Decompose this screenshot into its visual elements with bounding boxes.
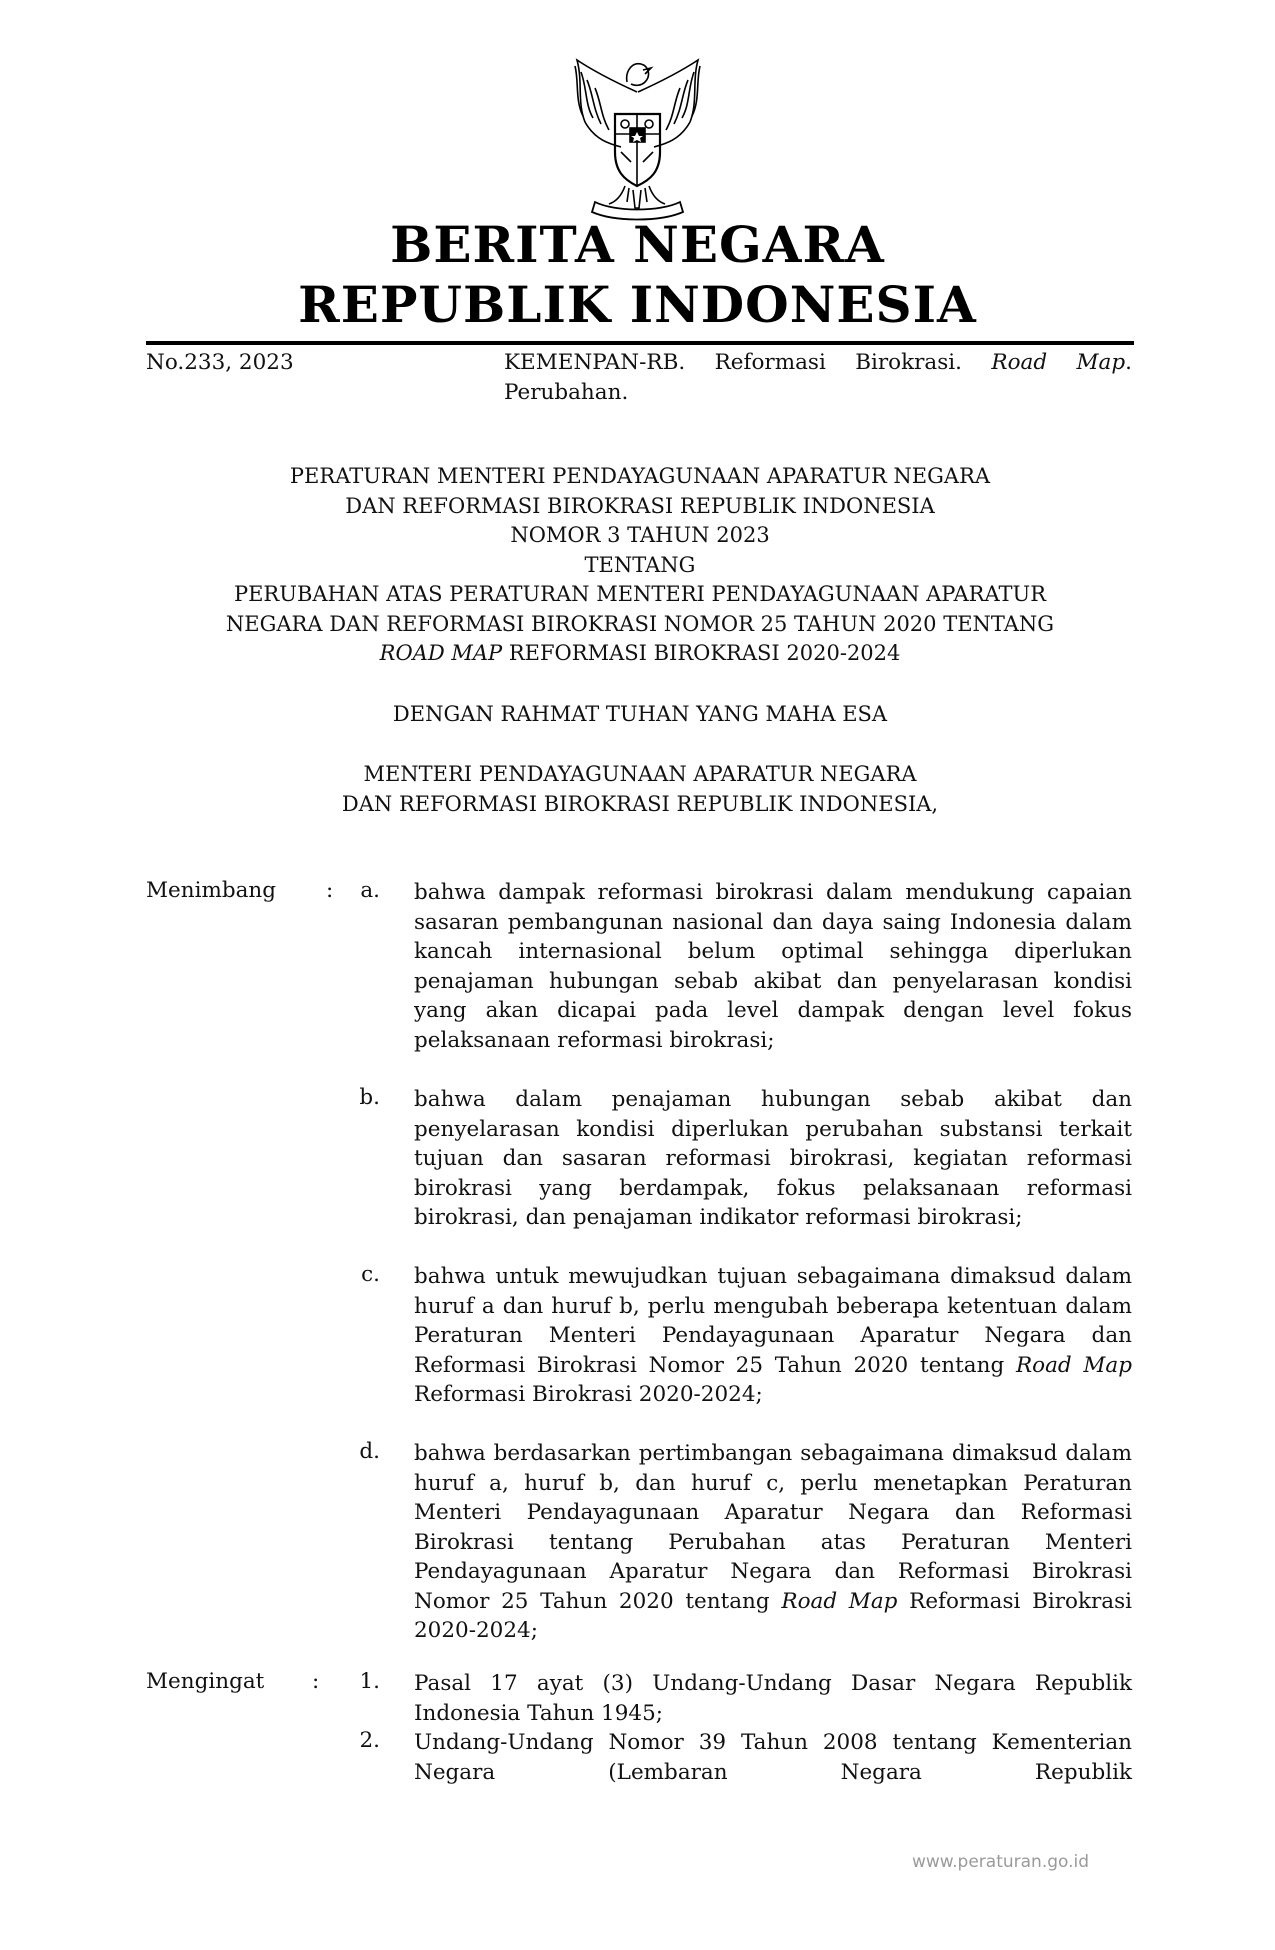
- item-mark: a.: [360, 878, 380, 903]
- mengingat-item-1: Pasal 17 ayat (3) Undang-Undang Dasar Negara Republik Indonesia Tahun 1945;: [414, 1671, 1132, 1726]
- item-mark: b.: [359, 1085, 380, 1110]
- item-text: bahwa untuk mewujudkan tujuan sebagaimana dimaksud dalam huruf a dan huruf b, perlu mengubah beberapa ketentuan dalam Peraturan Menteri Pendayagunaan Aparatur Negara dan Reformasi Birokrasi Nomor 25 Tahun 2020 tentang: [414, 1264, 1132, 1378]
- menimbang-item-c: [414, 1262, 1132, 1410]
- item-mark: 1.: [359, 1669, 380, 1694]
- regulation-title: [146, 462, 1134, 669]
- item-mark: c.: [361, 1262, 380, 1287]
- title-line: PERUBAHAN ATAS PERATURAN MENTERI PENDAYAGUNAAN APARATUR: [233, 582, 1047, 606]
- subject-prefix: KEMENPAN-RB. Reformasi Birokrasi.: [504, 350, 962, 375]
- title-italic: ROAD MAP: [379, 641, 503, 665]
- title-line: NOMOR 3 TAHUN 2023: [510, 523, 770, 547]
- menimbang-item-a: bahwa dampak reformasi birokrasi dalam mendukung capaian sasaran pembangunan nasional dan daya saing Indonesia dalam kancah internasional belum optimal sehingga diperlukan penajaman hubungan sebab akibat dan penyelarasan kondisi yang akan dicapai pada level dampak dengan level fokus pelaksanaan reformasi birokrasi;: [414, 880, 1132, 1053]
- mengingat-label: Mengingat: [146, 1669, 265, 1694]
- title-line: PERATURAN MENTERI PENDAYAGUNAAN APARATUR NEGARA: [289, 464, 991, 488]
- footer-url: www.peraturan.go.id: [912, 1852, 1090, 1872]
- item-text: Reformasi Birokrasi 2020-2024;: [414, 1588, 1133, 1643]
- minister-heading: [146, 760, 1134, 819]
- invocation: DENGAN RAHMAT TUHAN YANG MAHA ESA: [392, 702, 888, 726]
- mengingat-colon: :: [312, 1669, 320, 1694]
- subject-italic: Road Map: [991, 350, 1126, 375]
- menimbang-item-d: [414, 1439, 1132, 1646]
- document-subject: [504, 348, 1132, 408]
- item-mark: 2.: [359, 1728, 380, 1753]
- minister-line: MENTERI PENDAYAGUNAAN APARATUR NEGARA: [363, 762, 917, 786]
- item-mark: d.: [359, 1439, 380, 1464]
- mengingat-item-2: Undang-Undang Nomor 39 Tahun 2008 tentang Kementerian Negara (Lembaran Negara Republik: [414, 1730, 1132, 1785]
- subject-suffix: . Perubahan.: [504, 350, 1132, 405]
- header-divider: [146, 341, 1134, 345]
- masthead-title-line1: BERITA NEGARA: [390, 215, 885, 274]
- item-text: bahwa berdasarkan pertimbangan sebagaimana dimaksud dalam huruf a, huruf b, dan huruf c, perlu menetapkan Peraturan Menteri Pendayagunaan Aparatur Negara dan Reformasi Birokrasi tentang Perubahan atas Peraturan Menteri Pendayagunaan Aparatur Negara dan Reformasi Birokrasi Nomor 25 Tahun 2020 tentang: [414, 1441, 1132, 1614]
- masthead-title-line2: REPUBLIK INDONESIA: [298, 275, 977, 334]
- title-line: NEGARA DAN REFORMASI BIROKRASI NOMOR 25 TAHUN 2020 TENTANG: [225, 611, 1055, 636]
- menimbang-colon: :: [326, 878, 334, 903]
- title-rest: REFORMASI BIROKRASI 2020-2024: [502, 641, 901, 665]
- title-line: TENTANG: [584, 552, 696, 577]
- minister-line: DAN REFORMASI BIROKRASI REPUBLIK INDONESIA,: [341, 791, 939, 816]
- garuda-emblem-icon: [555, 52, 720, 227]
- menimbang-label: Menimbang: [146, 878, 277, 903]
- title-line: [146, 639, 1134, 669]
- menimbang-item-b: bahwa dalam penajaman hubungan sebab akibat dan penyelarasan kondisi diperlukan perubahan substansi terkait tujuan dan sasaran reformasi birokrasi, kegiatan reformasi birokrasi yang berdampak, fokus pelaksanaan reformasi birokrasi, dan penajaman indikator reformasi birokrasi;: [414, 1087, 1132, 1230]
- item-italic: Road Map: [781, 1588, 898, 1614]
- title-line: DAN REFORMASI BIROKRASI REPUBLIK INDONESIA: [345, 493, 935, 518]
- item-text: Reformasi Birokrasi 2020-2024;: [414, 1382, 763, 1407]
- document-number: No.233, 2023: [146, 350, 294, 375]
- item-italic: Road Map: [1015, 1352, 1132, 1378]
